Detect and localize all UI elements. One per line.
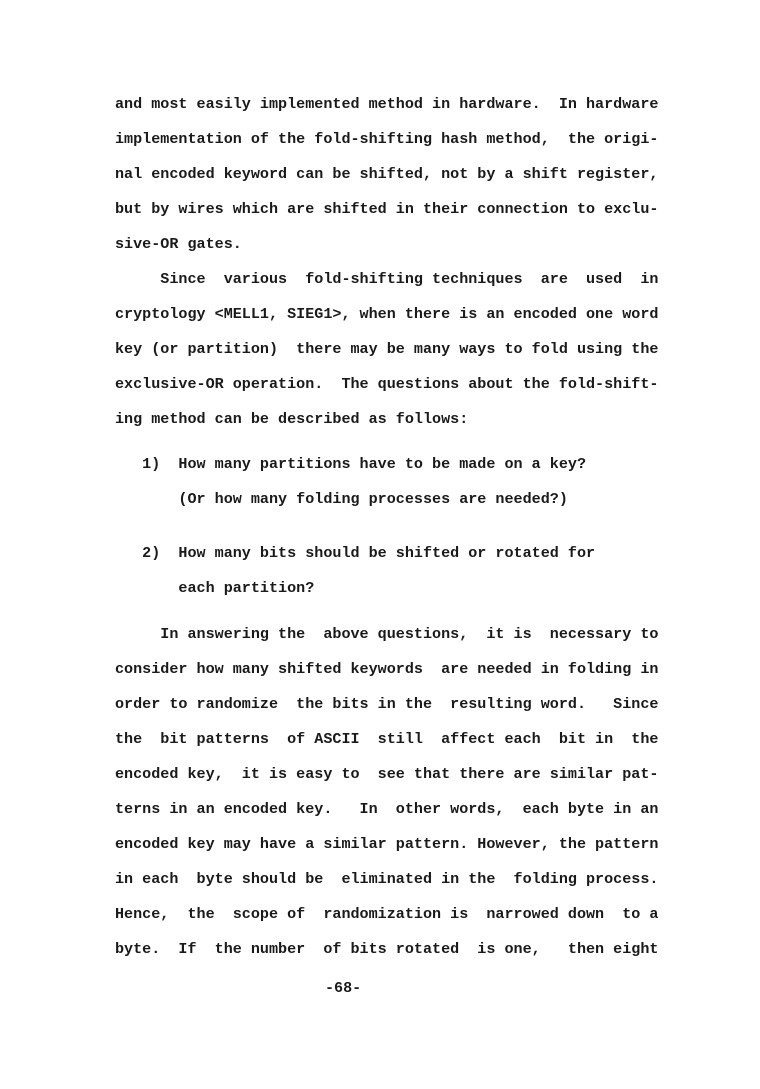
list-item-2 bbox=[115, 536, 715, 606]
text-line: Hence, the scope of randomization is narrowed down to a bbox=[115, 905, 659, 923]
text-line: in each byte should be eliminated in the folding process. bbox=[115, 870, 659, 888]
text-line: and most easily implemented method in hardware. In hardware bbox=[115, 95, 659, 113]
text-line: nal encoded keyword can be shifted, not by a shift register, bbox=[115, 165, 659, 183]
text-line: each partition? bbox=[115, 579, 315, 597]
paragraph-randomization-discussion bbox=[115, 617, 715, 967]
text-line: 1) How many partitions have to be made on a key? bbox=[115, 455, 587, 473]
text-line: but by wires which are shifted in their connection to exclu- bbox=[115, 200, 659, 218]
text-line: byte. If the number of bits rotated is one, then eight bbox=[115, 940, 659, 958]
text-line: key (or partition) there may be many ways to fold using the bbox=[115, 340, 659, 358]
text-line: terns in an encoded key. In other words, each byte in an bbox=[115, 800, 659, 818]
text-line: order to randomize the bits in the resulting word. Since bbox=[115, 695, 659, 713]
text-line: (Or how many folding processes are needed?) bbox=[115, 490, 568, 508]
text-line: sive-OR gates. bbox=[115, 235, 242, 253]
text-line: 2) How many bits should be shifted or rotated for bbox=[115, 544, 596, 562]
text-line: implementation of the fold-shifting hash method, the origi- bbox=[115, 130, 659, 148]
paragraph-hardware-implementation bbox=[115, 87, 715, 262]
text-line: In answering the above questions, it is necessary to bbox=[115, 625, 659, 643]
page-number: -68- bbox=[325, 979, 362, 997]
text-line: consider how many shifted keywords are needed in folding in bbox=[115, 660, 659, 678]
text-line: cryptology <MELL1, SIEG1>, when there is an encoded one word bbox=[115, 305, 659, 323]
text-line: encoded key may have a similar pattern. However, the pattern bbox=[115, 835, 659, 853]
page-footer bbox=[115, 971, 715, 1006]
page-body bbox=[115, 87, 715, 1006]
paragraph-fold-shifting-questions bbox=[115, 262, 715, 437]
text-line: the bit patterns of ASCII still affect each bit in the bbox=[115, 730, 659, 748]
text-line: exclusive-OR operation. The questions about the fold-shift- bbox=[115, 375, 659, 393]
text-line: Since various fold-shifting techniques are used in bbox=[115, 270, 659, 288]
text-line: encoded key, it is easy to see that there are similar pat- bbox=[115, 765, 659, 783]
text-line: ing method can be described as follows: bbox=[115, 410, 469, 428]
list-item-1 bbox=[115, 447, 715, 517]
